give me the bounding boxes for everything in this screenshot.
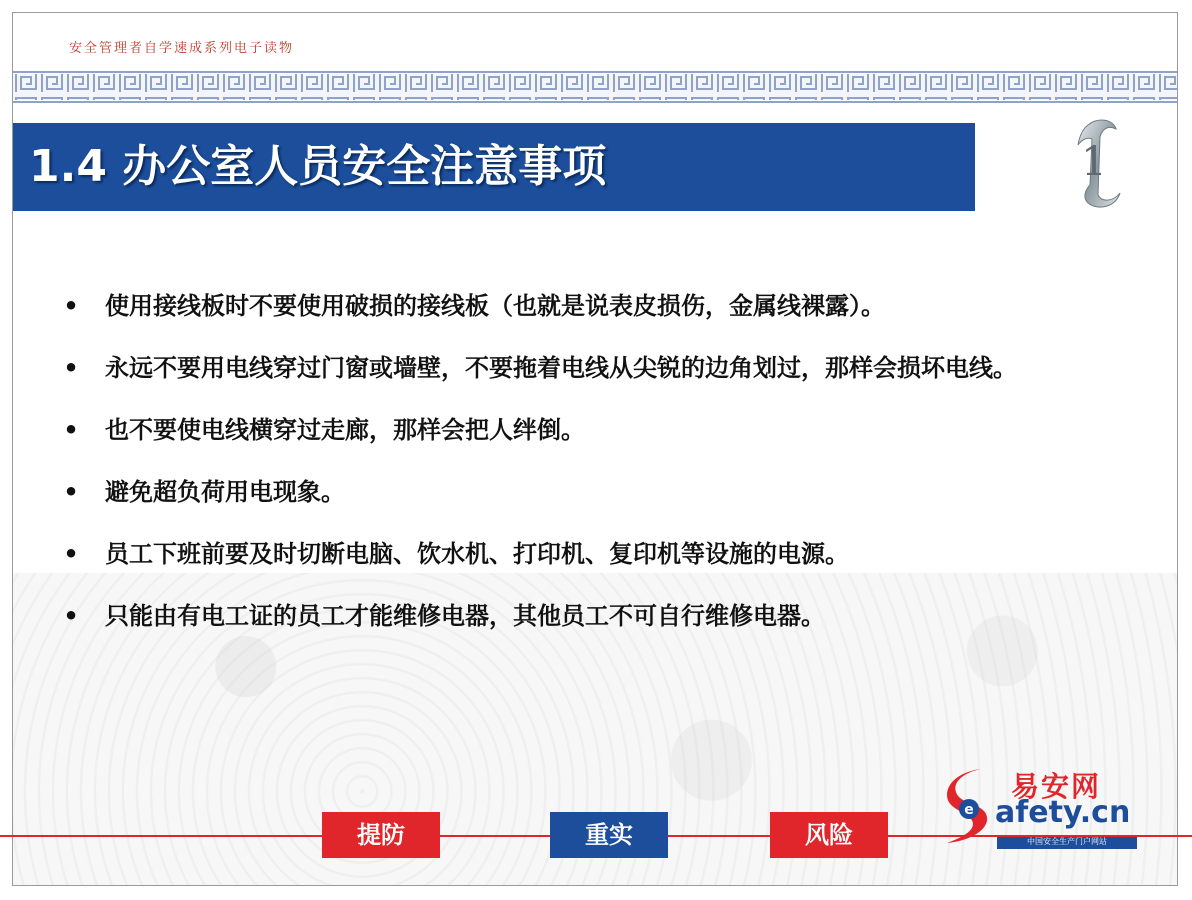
bullet-dot: • bbox=[63, 416, 79, 444]
bullet-text: 避免超负荷用电现象。 bbox=[105, 478, 345, 506]
bullet-list bbox=[61, 275, 1121, 647]
title-bar bbox=[13, 123, 975, 211]
logo-chinese-text: 易安网 bbox=[1011, 770, 1102, 803]
bullet-text: 使用接线板时不要使用破损的接线板（也就是说表皮损伤，金属线裸露）。 bbox=[105, 292, 885, 320]
bullet-item bbox=[61, 523, 1121, 585]
bullet-item bbox=[61, 337, 1121, 399]
bullet-item bbox=[61, 275, 1121, 337]
bullet-text: 只能由有电工证的员工才能维修电器，其他员工不可自行维修电器。 bbox=[105, 602, 825, 630]
bullet-dot: • bbox=[63, 354, 79, 382]
greek-key-border bbox=[13, 69, 1178, 105]
slide-frame bbox=[12, 12, 1178, 886]
series-title: 安全管理者自学速成系列电子读物 bbox=[69, 41, 295, 56]
logo-english-text: afety.cn bbox=[995, 795, 1131, 830]
tag-risk: 风险 bbox=[770, 812, 888, 858]
site-logo bbox=[941, 765, 1141, 855]
bullet-dot: • bbox=[63, 540, 79, 568]
chapter-number-ornament bbox=[1058, 115, 1128, 215]
bullet-text: 永远不要用电线穿过门窗或墙壁，不要拖着电线从尖锐的边角划过，那样会损坏电线。 bbox=[105, 354, 1017, 382]
bullet-text: 也不要使电线横穿过走廊，那样会把人绊倒。 bbox=[105, 416, 585, 444]
bullet-text: 员工下班前要及时切断电脑、饮水机、打印机、复印机等设施的电源。 bbox=[105, 540, 849, 568]
tag-beware: 提防 bbox=[322, 812, 440, 858]
bullet-item bbox=[61, 585, 1121, 647]
tag-emphasize: 重实 bbox=[550, 812, 668, 858]
bullet-item bbox=[61, 461, 1121, 523]
bullet-dot: • bbox=[63, 602, 79, 630]
svg-text:e: e bbox=[964, 802, 974, 818]
chapter-mark: 1 bbox=[1081, 139, 1107, 185]
logo-subtitle: 中国安全生产门户网站 bbox=[997, 835, 1137, 849]
bullet-dot: • bbox=[63, 478, 79, 506]
bullet-dot: • bbox=[63, 292, 79, 320]
bullet-item bbox=[61, 399, 1121, 461]
slide-title: 1.4 办公室人员安全注意事项 bbox=[29, 141, 607, 192]
